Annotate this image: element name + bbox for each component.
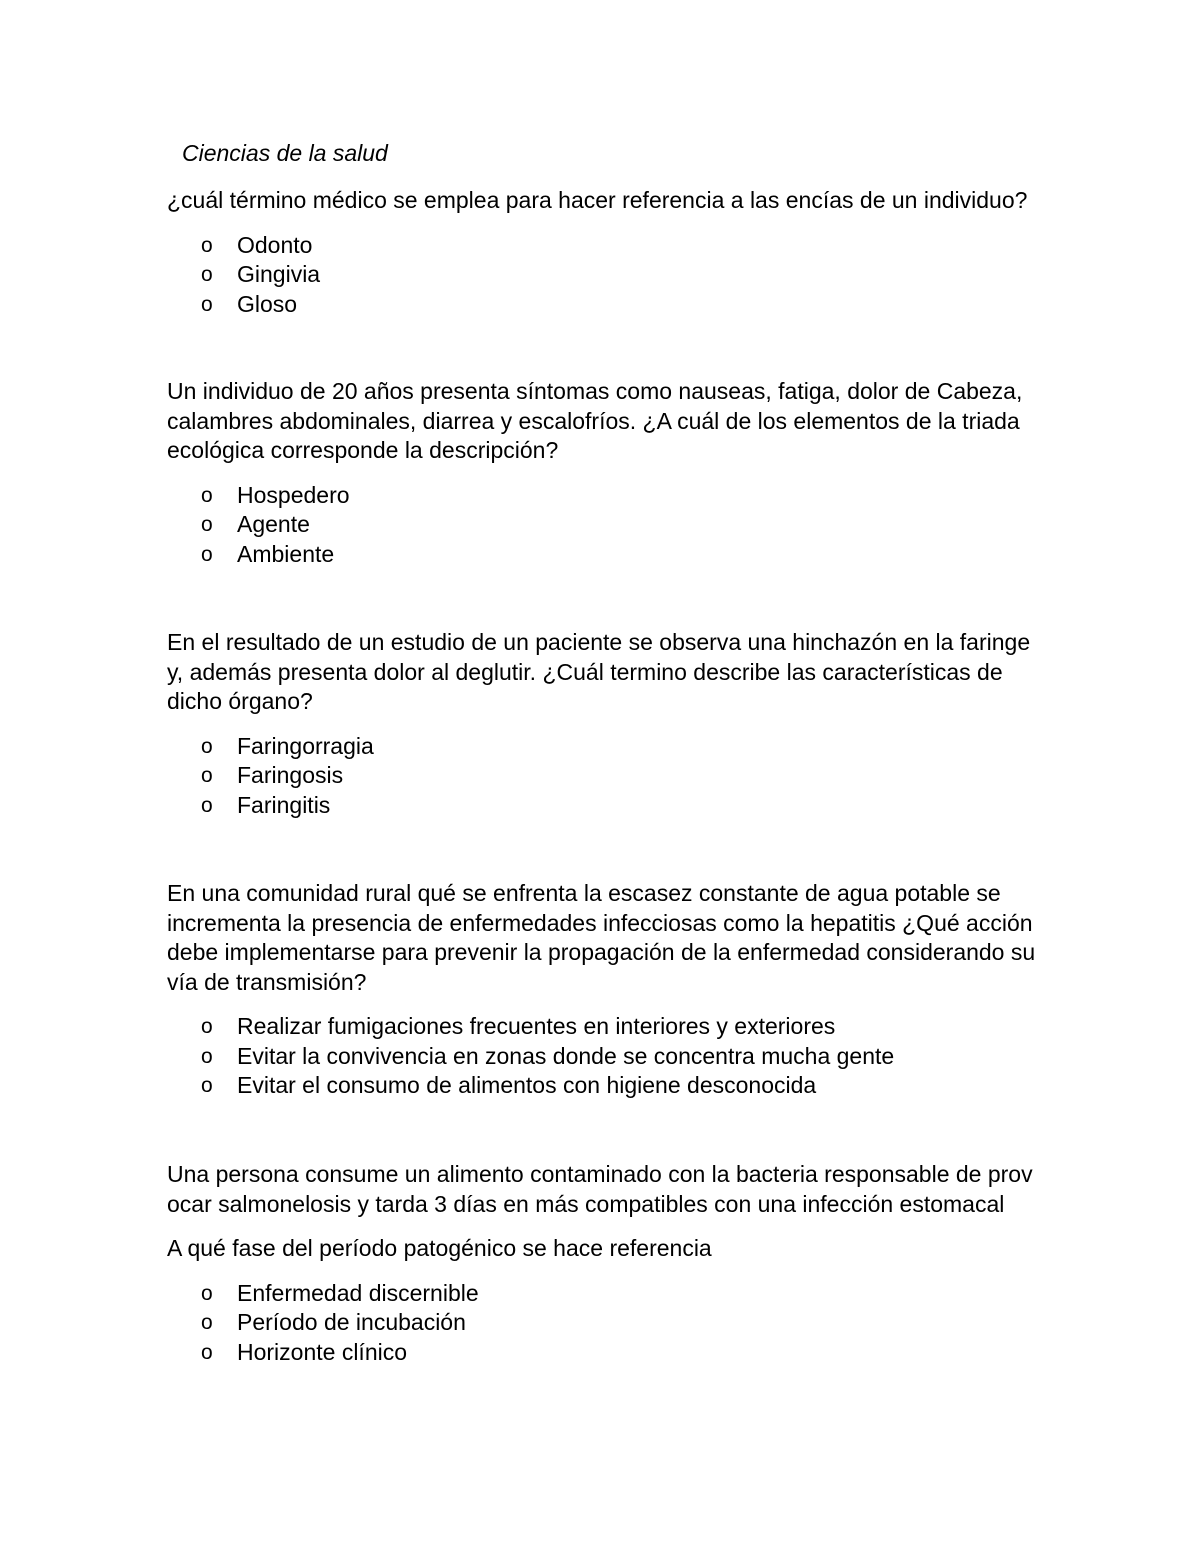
question-4	[167, 879, 1067, 1101]
option-ambiente[interactable]	[167, 540, 1067, 570]
option-label: Horizonte clínico	[237, 1338, 408, 1365]
bullet-icon: o	[201, 793, 213, 817]
option-label: Faringorragia	[237, 732, 374, 759]
question-1-options	[167, 231, 1067, 320]
option-label: Hospedero	[237, 481, 350, 508]
option-label: Período de incubación	[237, 1309, 466, 1335]
option-label: Gloso	[237, 290, 298, 317]
option-odonto[interactable]	[167, 231, 1067, 261]
option-label: Gingivia	[237, 261, 321, 287]
option-gingivia[interactable]	[167, 260, 1067, 290]
option-horizonte-clinico[interactable]	[167, 1338, 1067, 1368]
option-fumigaciones[interactable]	[167, 1012, 1067, 1042]
bullet-icon: o	[201, 1311, 213, 1334]
question-4-options	[167, 1012, 1067, 1101]
option-agente[interactable]	[167, 510, 1067, 540]
bullet-icon: o	[201, 233, 213, 257]
option-label: Odonto	[237, 231, 313, 258]
option-label: Realizar fumigaciones frecuentes en interiores y exteriores	[237, 1013, 836, 1039]
option-faringitis[interactable]	[167, 791, 1067, 821]
question-3-text: En el resultado de un estudio de un paciente se observa una hinchazón en la faringe y, además presenta dolor al deglutir. ¿Cuál termino describe las características de dicho órgano?	[167, 629, 1031, 714]
option-label: Ambiente	[237, 540, 335, 567]
question-5-text: Una persona consume un alimento contaminado con la bacteria responsable de prov ocar salmonelosis y tarda 3 días en más compatibles con una infección estomacal	[167, 1161, 1033, 1217]
question-2-text: Un individuo de 20 años presenta síntomas como nauseas, fatiga, dolor de Cabeza, calambres abdominales, diarrea y escalofríos. ¿A cuál de los elementos de la triada ecológica corresponde la descripción?	[167, 378, 1023, 463]
question-3-options	[167, 732, 1067, 821]
bullet-icon: o	[201, 734, 213, 758]
option-label: Agente	[237, 511, 310, 537]
question-4-text: En una comunidad rural qué se enfrenta la escasez constante de agua potable se incrementa la presencia de enfermedades infecciosas como la hepatitis ¿Qué acción debe implementarse para prevenir la propagación de la enfermedad considerando su vía de transmisión?	[167, 880, 1036, 995]
option-label: Evitar la convivencia en zonas donde se concentra mucha gente	[237, 1042, 895, 1069]
option-hospedero[interactable]	[167, 481, 1067, 511]
option-label: Evitar el consumo de alimentos con higiene desconocida	[237, 1072, 817, 1098]
document-title: Ciencias de la salud	[182, 140, 388, 166]
question-3	[167, 628, 1067, 820]
bullet-icon: o	[201, 542, 213, 566]
option-label: Faringosis	[237, 762, 344, 788]
bullet-icon: o	[201, 1340, 213, 1364]
question-2-options	[167, 481, 1067, 570]
question-2	[167, 377, 1067, 569]
bullet-icon: o	[201, 1044, 213, 1068]
bullet-icon: o	[201, 513, 213, 536]
question-5-options	[167, 1279, 1067, 1368]
option-faringorragia[interactable]	[167, 732, 1067, 762]
bullet-icon: o	[201, 483, 213, 507]
option-evitar-convivencia[interactable]	[167, 1042, 1067, 1072]
bullet-icon: o	[201, 292, 213, 316]
question-5-subtext: A qué fase del período patogénico se hace referencia	[167, 1235, 712, 1261]
bullet-icon: o	[201, 263, 213, 286]
option-label: Faringitis	[237, 791, 331, 818]
bullet-icon: o	[201, 1015, 213, 1038]
bullet-icon: o	[201, 764, 213, 787]
option-enfermedad-discernible[interactable]	[167, 1279, 1067, 1309]
option-faringosis[interactable]	[167, 761, 1067, 791]
question-1-text: ¿cuál término médico se emplea para hacer referencia a las encías de un individuo?	[167, 187, 1028, 213]
option-gloso[interactable]	[167, 290, 1067, 320]
option-evitar-alimentos[interactable]	[167, 1071, 1067, 1101]
question-5	[167, 1160, 1067, 1367]
bullet-icon: o	[201, 1074, 213, 1097]
question-1	[167, 186, 1067, 319]
option-label: Enfermedad discernible	[237, 1279, 479, 1306]
option-periodo-incubacion[interactable]	[167, 1308, 1067, 1338]
bullet-icon: o	[201, 1281, 213, 1305]
